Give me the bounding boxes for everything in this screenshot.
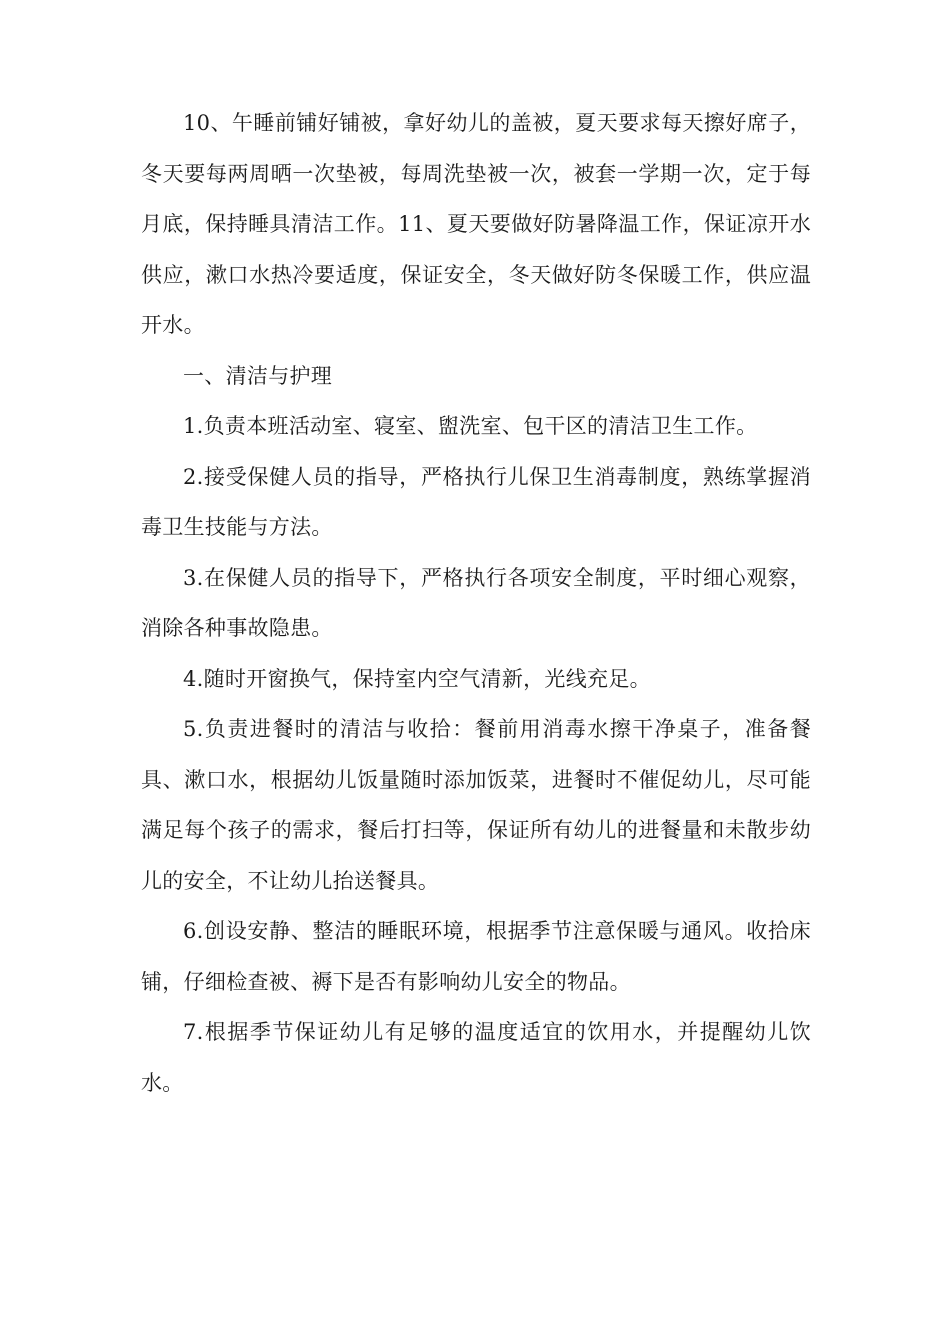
paragraph-item-6: 6.创设安静、整洁的睡眠环境，根据季节注意保暖与通风。收拾床铺，仔细检查被、褥下是否有影响幼儿安全的物品。 [141, 919, 811, 994]
paragraph-nap-and-summer-duties: 10、午睡前铺好铺被，拿好幼儿的盖被，夏天要求每天擦好席子，冬天要每两周晒一次垫被，每周洗垫被一次，被套一学期一次，定于每月底，保持睡具清洁工作。11、夏天要做好防暑降温工作，保证凉开水供应，漱口水热冷要适度，保证安全，冬天做好防冬保暖工作，供应温开水。 [141, 111, 811, 337]
paragraph-item-3: 3.在保健人员的指导下，严格执行各项安全制度，平时细心观察，消除各种事故隐患。 [141, 565, 811, 640]
paragraph-item-7: 7.根据季节保证幼儿有足够的温度适宜的饮用水，并提醒幼儿饮水。 [141, 1020, 811, 1095]
paragraph-item-4: 4.随时开窗换气，保持室内空气清新，光线充足。 [183, 666, 651, 691]
paragraph-item-5: 5.负责进餐时的清洁与收拾：餐前用消毒水擦干净桌子，准备餐具、漱口水，根据幼儿饭量随时添加饭菜，进餐时不催促幼儿，尽可能满足每个孩子的需求，餐后打扫等，保证所有幼儿的进餐量和未散步幼儿的安全，不让幼儿抬送餐具。 [141, 717, 811, 893]
section-heading-cleaning-and-care: 一、清洁与护理 [183, 363, 333, 388]
document-body [141, 98, 811, 1108]
paragraph-item-2: 2.接受保健人员的指导，严格执行儿保卫生消毒制度，熟练掌握消毒卫生技能与方法。 [141, 464, 811, 539]
paragraph-item-1: 1.负责本班活动室、寝室、盥洗室、包干区的清洁卫生工作。 [183, 414, 758, 438]
